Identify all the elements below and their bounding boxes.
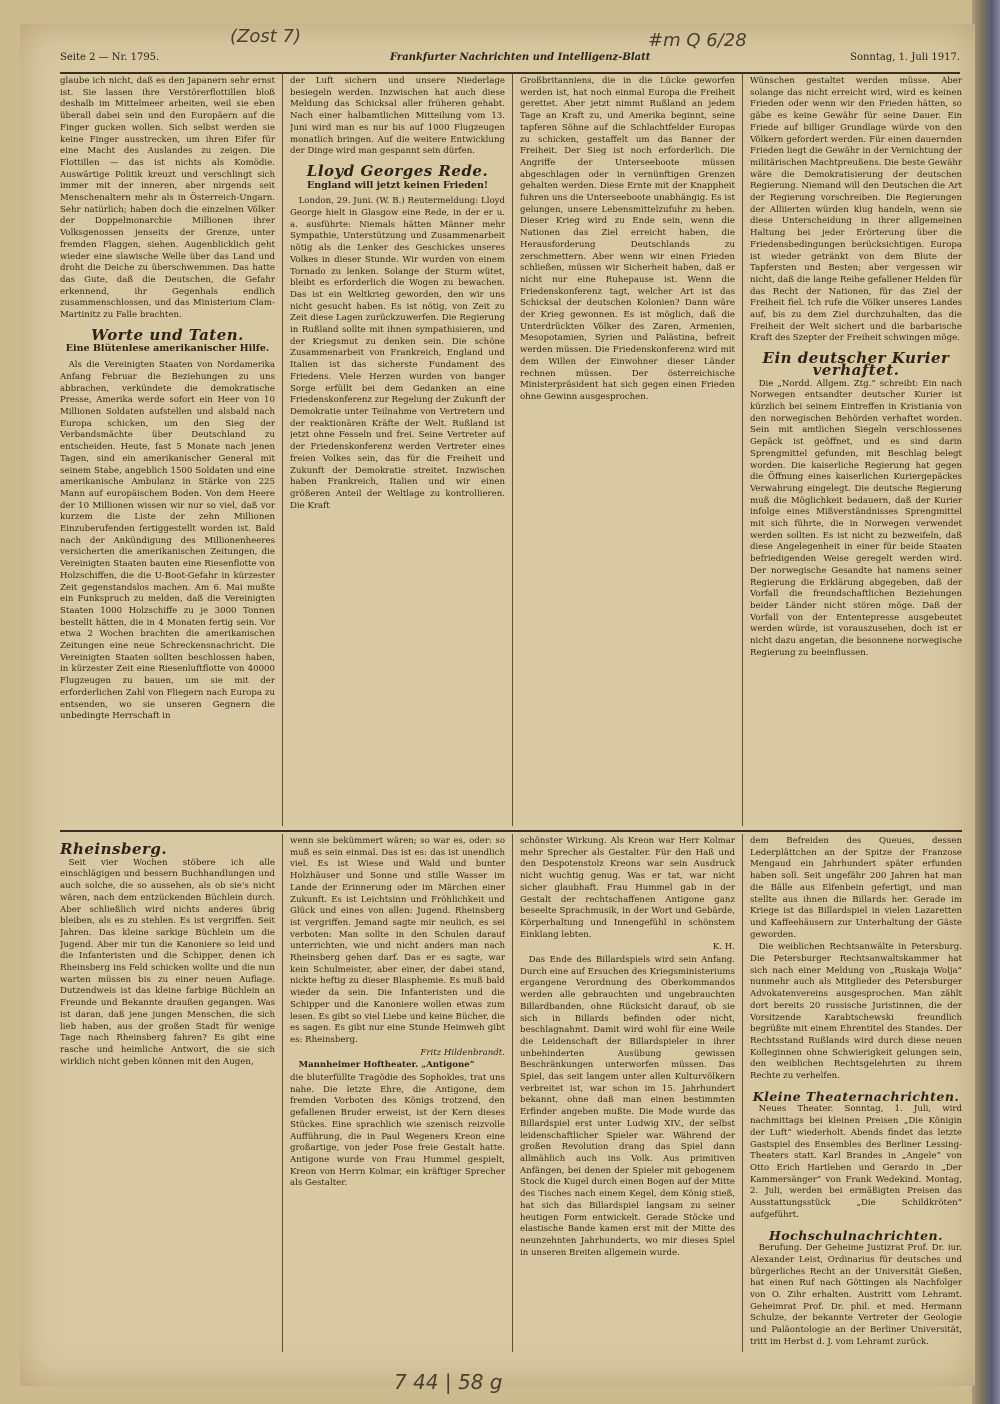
- rheinsberg-title: Rheinsberg.: [60, 840, 168, 858]
- handwritten-note-1: (Zost 7): [230, 26, 301, 47]
- book-binding-edge: [972, 0, 1000, 1404]
- catalog-stamp: 7 44 | 58 g: [394, 1370, 503, 1394]
- column-2: [290, 76, 505, 826]
- page-number: Seite 2 — Nr. 1795.: [60, 52, 160, 63]
- lloyd-george-title: Lloyd Georges Rede.: [306, 161, 489, 180]
- section-divider: [60, 830, 962, 832]
- issue-date: Sonntag, 1. Juli 1917.: [850, 52, 960, 63]
- lloyd-george-text: London, 29. Juni. (W. B.) Reutermeldung: Lloyd George hielt in Glasgow eine Rede, in der er u. a. ausführte: Niemals hätten Männer mehr Sympathie, Unterstützung und Zusammenarbeit nötig als die Lenker des Geschickes unseres Volkes in dieser Stunde. Wir wurden von einem Tornado zu lenken. Solange der Sturm wütet, bleibt es erforderlich die Wogen zu bewachen. Das ist ein Weltkrieg geworden, den wir uns nicht gesucht haben. Es ist nötig, von Zeit zu Zeit diese Lagen zurückzuwerfen. Die Regierung in Rußland sollte mit ihnen sympathisieren, und der Kriegsmut zu denken sein. Die schöne Zusammenarbeit von Frankreich, England und Italien ist das sicherste Fundament des Friedens. Viele Herzen wurden von banger Sorge erfüllt bei dem Gedanken an eine Friedenskonferenz zur Regelung der Zukunft der Demokratie unter Teilnahme von Vertretern und der reaktionären Kräfte der Welt. Rußland ist jetzt ohne Fesseln und frei. Seine Vertreter auf der Friedenskonferenz werden Vertreter eines freien Volkes sein, das für die Freiheit und Zukunft der Demokratie streitet. Inzwischen haben Frankreich, Italien und wir einen größeren Anteil der Weltlage zu kontrollieren. Die Kraft: [290, 196, 505, 511]
- column-1: [60, 76, 275, 826]
- column-8: [750, 836, 962, 1351]
- worte-und-taten-subtitle: Eine Blütenlese amerikanischer Hilfe.: [65, 343, 270, 355]
- rheinsberg-signature: Fritz Hildenbrandt.: [420, 1047, 505, 1058]
- newspaper-page: [20, 24, 975, 1386]
- rheinsberg-cont-text: wenn sie bekümmert wären; so war es, oder: so muß es sein einmal. Das ist es: das ist unendlich viel. Es ist Wiese und Wald und bunter Holzhäuser und Sonne und stille Wasser im Lande der Erinnerung oder im Märchen einer Zukunft. Es ist Leichtsinn und Fröhlichkeit und Glück und eines von allen: Jugend. Rheinsberg ist vergriffen. Jemand sagte mir neulich, es sei verboten: Man sollte in den Schulen darauf unterrichten, wie und nicht anders man nach Rheinsberg gehen darf. Das er es sagte, war kein Schulmeister, aber einer, der dabei stand, nickte heftig zu dieser Blasphemie. Es muß bald wieder da sein. Die Infanteristen und die Schipper und die Kanoniere wollen etwas zum lesen. Es gibt so viel Liebe und keine Bücher, die es sagen. Es gibt nur eine Stunde Heimweh gibt es: Rheinsberg.: [290, 836, 505, 1045]
- column-divider: [512, 74, 513, 826]
- antigone-initials: K. H.: [712, 942, 735, 953]
- hochschul-text: Berufung. Der Geheime Justizrat Prof. Dr. iur. Alexander Leist, Ordinarius für deutsches und bürgerliches Recht an der Universität Gießen, hat einen Ruf nach Göttingen als Nachfolger von O. Zihr erhalten. Austritt vom Lehramt. Geheimrat Prof. Dr. phil. et med. Hermann Schulze, der bekannte Vertreter der Geologie und Paläontologie an der Berliner Universität, tritt im Herbst d. J. vom Lehramt zurück.: [750, 1243, 962, 1347]
- column-divider: [282, 74, 283, 826]
- antigone-cont-text: schönster Wirkung. Als Kreon war Herr Kolmar mehr Sprecher als Gestalter. Für den Haß und den Despotenstolz Kreons war sein Ausdruck nicht wuchtig genug. Was er tat, war nicht sicher glaubhaft. Frau Hummel gab in der Gestalt der rechtschaffenen Antigone ganz beseelte Sprachmusik, in der Wort und Gebärde, Körperhaltung und Innengefühl in schönstem Einklang lebten.: [520, 836, 735, 940]
- col3-text: Großbritanniens, die in die Lücke geworfen werden ist, hat noch einmal Europa die Freiheit gerettet. Aber jetzt nimmt Rußland an jedem Tage an Kraft zu, und Amerika beginnt, seine tapferen Söhne auf die Schlachtfelder Europas zu schicken, gestaffelt um das Banner der Freiheit. Der Sieg ist noch erforderlich. Die Angriffe der Unterseeboote müssen abgeschlagen oder in vernünftigen Grenzen gehalten werden. Diese Ernte mit der Knappheit fuhren uns die Unterseeboote unabhängig. Es ist gelungen, unsere Lebensmittelzufuhr zu heben. Dieser Krieg wird zu Ende sein, wenn die Nationen das Ziel erreicht haben, die Herausforderung Deutschlands zu zerschmettern. Aber wenn wir einen Frieden schließen, müssen wir Sicherheit haben, daß er nicht nur eine Ruhepause ist. Wenn die Friedenskonferenz tagt, welcher Art ist das Schicksal der deutschen Kolonien? Dann wäre der Krieg gewonnen. Es ist möglich, daß die Unterdrückten Völker des Zaren, Armenien, Mesopotamien, Syrien und Palästina, befreit werden müssen. Die Friedenskonferenz wird mit dem Willen der Einwohner dieser Länder rechnen müssen. Der österreichische Ministerpräsident hat sich gegen einen Frieden ohne Gewinn ausgesprochen.: [520, 76, 735, 402]
- column-5: [60, 836, 275, 1351]
- petersburg-text: Die weiblichen Rechtsanwälte in Petersburg. Die Petersburger Rechtsanwaltskammer hat sich nach einer Meldung von „Ruskaja Wolja“ nunmehr auch als Mitglieder des Petersburger Advokatenvereins ausgesprochen. Man zählt dort bereits 20 russische Juristinnen, die der Vorsitzende Karabtschewski freundlich begrüßte mit einem Ehrentitel des Standes. Der Rechtsstand Rußlands wird durch diese neuen Kolleginnen ohne Schwierigkeit gelungen sein, den weiblichen Rechtsgelehrten zu ihrem Rechte zu verhelfen.: [750, 942, 962, 1082]
- col4-top-text: Wünschen gestaltet werden müsse. Aber solange das nicht erreicht wird, wird es keinen Frieden oder wenn wir den Frieden hätten, so gäbe es keine Gewähr für seine Dauer. Ein Friede auf billiger Grundlage würde von den Völkern gefordert werden. Für einen dauernden Frieden liegt die Gewähr in der Vernichtung der militärischen Machtpreußens. Die beste Gewähr wäre die Demokratisierung der deutschen Regierung. Niemand will den Deutschen die Art der Regierung vorschreiben. Die Regierungen der Alliierten würden klug handeln, wenn sie diese Unterscheidung in ihrer allgemeinen Haltung bei jeder Erörterung über die Friedensbedingungen berücksichtigen. Europa ist wieder getränkt von dem Blute der Tapfersten und Besten; aber vergessen wir nicht, daß die lange Reihe gefallener Helden für das Recht der Nationen, für das Ziel der Freiheit fiel. Ich rufe die Völker unseres Landes auf, bis zu dem Ziel durchzuhalten, das die Freiheit der Welt sichert und die barbarische Kraft des Szepter der Freiheit schwingen möge.: [750, 76, 962, 344]
- column-7: [520, 836, 735, 1351]
- worte-und-taten-title: Worte und Taten.: [91, 325, 244, 344]
- theater-news-text: Neues Theater. Sonntag, 1. Juli, wird nachmittags bei kleinen Preisen „Die Königin der Luft“ wiederholt. Abends findet das letzte Gastspiel des Ensembles des Berliner Lessing-Theaters statt. Karl Brandes in „Angele“ von Otto Erich Hartleben und Gerardo in „Der Kammersänger“ von Frank Wedekind. Montag, 2. Juli, werden bei ermäßigten Preisen das Ausstattungsstück „Die Schildkröten“ aufgeführt.: [750, 1104, 962, 1220]
- antigone-text: die bluterfüllte Tragödie des Sophokles, trat uns nahe. Die letzte Ehre, die Antigone, dem fremden Vorboten des Königs trotzend, den gefallenen Bruder erweist, ist der Kern dieses Stückes. Eine sprachlich wie szenisch reizvolle Aufführung, die in Paul Wegeners Kreon eine großartige, von jeder Pose freie Gestalt hatte. Antigone wurde von Frau Hummel gespielt, Kreon von Herrn Kolmar, ein kräftiger Sprecher als Gestalter.: [290, 1073, 505, 1189]
- rheinsberg-text: Seit vier Wochen stöbere ich alle einschlägigen und bessern Buchhandlungen und auch solche, die so aussehen, als ob sie's nicht wären, nach dem entzückenden Büchlein durch. Aber schließlich wird nichts anderes übrig bleiben, als es zu stehlen. Es ist vergriffen. Seit Jahren. Das kleine sarkige Büchlein um die Jugend. Aber mir tun die Kanoniere so leid und die Infanteristen und die Schipper, denen ich Rheinsberg ins Feld schicken wollte und die nun warten müssen bis zu einer neuen Auflage. Dutzendweis ist das kleine farbige Büchlein an Freunde und Bekannte draußen gegangen. Was ist daran, daß jene jungen Menschen, die sich lieb haben, aus der großen Stadt für wenige Tage nach Rheinsberg fahren? Es gibt eine rasche und heimliche Antwort, die sie sich wirklich nicht geben können mit den Augen,: [60, 857, 275, 1067]
- hochschul-title: Hochschulnachrichten.: [768, 1227, 943, 1243]
- page-header: [60, 42, 960, 74]
- column-divider: [282, 834, 283, 1352]
- column-3: [520, 76, 735, 826]
- column-4: [750, 76, 962, 826]
- lloyd-george-subtitle: England will jetzt keinen Frieden!: [306, 179, 489, 191]
- newspaper-title: Frankfurter Nachrichten und Intelligenz-Blatt: [390, 52, 651, 63]
- col1-top-text: glaube ich nicht, daß es den Japanern sehr ernst ist. Sie lassen ihre Verstörerflottillen bloß deshalb im Mittelmeer arbeiten, weil sie eben überall dabei sein und den Europäern auf die Finger gucken wollen. Sich selbst werden sie keine Finger ausstrecken, um ihren Eifer für eine Macht des Auslandes zu zeigen. Die Flottillen — das ist nichts als Komödie. Auswärtige Politik kreuzt und verschlingt sich immer mit der inneren, aber nirgends seit Menschenaltern mehr als in Österreich-Ungarn. Sehr natürlich; haben doch die einzelnen Völker der Doppelmonarchie Millionen ihrer Volksgenossen jenseits der Grenze, unter fremden Flaggen, siehen. Augenblicklich geht wieder eine slawische Welle über das Land und droht die Deiche zu überschwemmen. Das hatte das Gute, daß die Deutschen, die Gefahr erkennend, ihr Gegenhals endlich zusammenschlossen, und das Ministerium Clam-Martinitz zu Falle brachten.: [60, 76, 275, 321]
- handwritten-note-2: #m Q 6/28: [648, 30, 747, 51]
- kurier-text: Die „Nordd. Allgem. Ztg.“ schreibt: Ein nach Norwegen entsandter deutscher Kurier ist kürzlich bei seinem Eintreffen in Kristiania von den norwegischen Behörden verhaftet worden. Sein mit amtlichen Siegeln verschlossenes Gepäck ist geöffnet, und es sind darin Sprengmittel gefunden, mit Beschlag belegt worden. Die kaiserliche Regierung hat gegen die Öffnung eines kaiserlichen Kuriergepäckes Verwahrung eingelegt. Die deutsche Regierung muß die Möglichkeit bedauern, daß der Kurier infolge eines Mißverständnisses Sprengmittel mit sich führte, die in Norwegen verwendet werden sollten. Es ist nicht zu bezweifeln, daß diese Angelegenheit in einer für beide Staaten befriedigenden Weise geregelt werden wird. Der norwegische Gesandte hat namens seiner Regierung die Erklärung abgegeben, daß der Vorfall die freundschaftlichen Beziehungen beider Länder nicht stören möge. Daß der Vorfall von der Ententepresse ausgebeutet werden würde, ist vorauszusehen, doch ist er nicht dazu angetan, die besonnene norwegische Regierung zu beeinflussen.: [750, 378, 962, 658]
- col2-top-text: der Luft sichern und unsere Niederlage besiegeln werden. Inzwischen hat auch diese Meldung das Schicksal aller früheren gehabt. Nach einer halbamtlichen Mitteilung vom 13. Juni wird man es nur bis auf 1000 Flugzeugen monatlich bringen. Auf die weitere Entwicklung der Dinge wird man gespannt sein dürfen.: [290, 76, 505, 157]
- antigone-heading: Mannheimer Hoftheater. „Antigone“: [298, 1060, 475, 1071]
- billard-text: Das Ende des Billardspiels wird sein Anfang. Durch eine auf Ersuchen des Kriegsministeriums ergangene Verordnung des Oberkommandos werden alle gebrauchten und ungebrauchten Billardbanden, ohne Rücksicht darauf, ob sie sich in Billards befinden oder nicht, beschlagnahmt. Damit wird wohl für eine Weile die Leidenschaft der Billardspieler in ihrer unbehinderten Ausübung gewissen Beschränkungen unterworfen müssen. Das Spiel, das seit langem unter allen Kulturvölkern verbreitet ist, war schon im 15. Jahrhundert bekannt, ohne daß man einen bestimmten Erfinder angeben mußte. Die Mode wurde das Billardspiel erst unter Ludwig XIV., der selbst leidenschaftlicher Spieler war. Während der großen Revolution drang das Spiel dann allmählich auch ins Volk. Aus primitiven Anfängen, bei denen der Spieler mit gebogenem Stock die Kugel durch einen Bogen auf der Mitte des Tisches nach einem Kegel, dem König stieß, hat sich das Billardspiel langsam zu seiner heutigen Form entwickelt. Gerade Stöcke und elastische Bande kamen erst mit der Mitte des neunzehnten Jahrhunderts, wo mir dieses Spiel in unseren Breiten allgemein wurde.: [520, 955, 735, 1258]
- column-6: [290, 836, 505, 1351]
- kurier-title: Ein deutscher Kurier verhaftet.: [762, 349, 950, 379]
- column-divider: [512, 834, 513, 1352]
- column-divider: [742, 834, 743, 1352]
- column-divider: [742, 74, 743, 826]
- billard-cont-text: dem Befreiden des Queues, dessen Lederplättchen an der Spitze der Franzose Mengaud ein Jahrhundert später erfunden haben soll. Seit ungefähr 200 Jahren hat man die Bälle aus Elfenbein gefertigt, und man stellte aus ihnen die Billards her. Gerade im Kriege ist das Billardspiel in vielen Lazaretten und Kaffeehäusern zur Unterhaltung der Gäste geworden.: [750, 836, 962, 940]
- theater-news-title: Kleine Theaternachrichten.: [752, 1088, 960, 1104]
- worte-und-taten-text: Als die Vereinigten Staaten von Nordamerika Anfang Februar die Beziehungen zu uns abbrachen, verkündete die demokratische Presse, Amerika werde sofort ein Heer von 10 Millionen Soldaten aufstellen und alsbald nach Europa schicken, um den Sieg der Verbandsmächte über Deutschland zu entscheiden. Heute, fast 5 Monate nach jenen Tagen, sind ein amerikanischer General mit seinem Stabe, angeblich 1500 Soldaten und eine amerikanische Ambulanz in Stärke von 225 Mann auf europäischem Boden. Von dem Heere der 10 Millionen wissen wir nur so viel, daß vor kurzem die Liste der zehn Millionen Einzuberufenden fertiggestellt worden ist. Bald nach der Ankündigung des Millionenheeres versicherten die amerikanischen Zeitungen, die Vereinigten Staaten bauten eine Riesenflotte von Holzschiffen, die die U-Boot-Gefahr in kürzester Zeit gegenstandslos machen. Am 6. Mai mußte ein Funkspruch zu melden, daß die Vereinigten Staaten 1000 Holzschiffe zu je 3000 Tonnen bestellt hätten, die in 4 Monaten fertig sein. Vor etwa 2 Wochen brachten die amerikanischen Zeitungen eine neue Schreckensnachricht. Die Vereinigten Staaten sollten beschlossen haben, in kürzester Zeit eine Riesenluftflotte von 40000 Flugzeugen zu bauen, um sie mit der erforderlichen Zahl von Fliegern nach Europa zu entsenden, wo sie unseren Gegnern die unbedingte Herrschaft in: [60, 360, 275, 722]
